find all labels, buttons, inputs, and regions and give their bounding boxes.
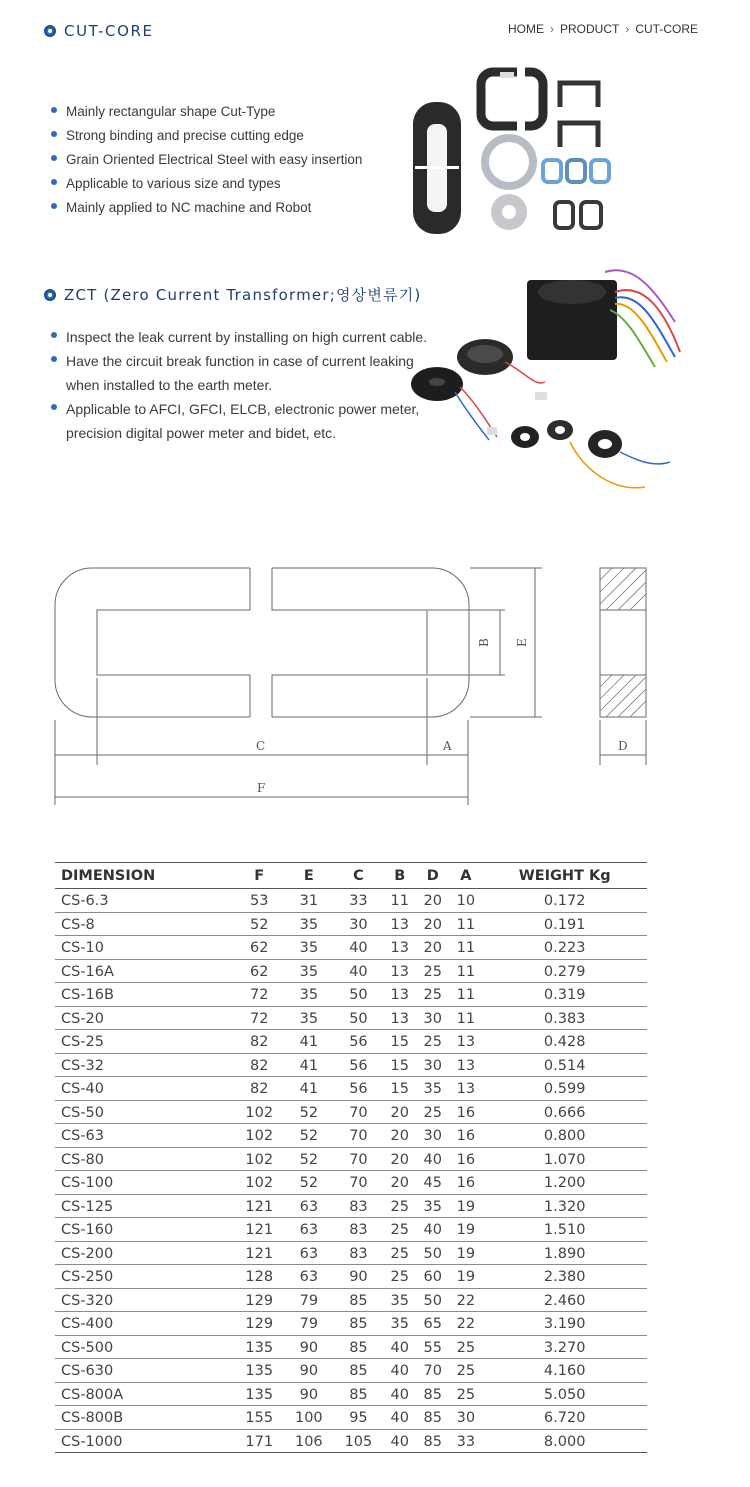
table-cell: 30 <box>416 1006 449 1030</box>
column-header: C <box>334 863 384 889</box>
table-cell: 63 <box>284 1265 334 1289</box>
table-cell: CS-8 <box>55 912 234 936</box>
table-cell: CS-80 <box>55 1147 234 1171</box>
table-cell: 102 <box>234 1171 284 1195</box>
table-cell: CS-400 <box>55 1312 234 1336</box>
table-cell: 4.160 <box>482 1359 647 1383</box>
cut-core-dimension-table <box>55 862 647 1453</box>
table-cell: 0.383 <box>482 1006 647 1030</box>
table-row <box>55 1288 647 1312</box>
table-cell: 20 <box>383 1147 416 1171</box>
table-cell: 82 <box>234 1077 284 1101</box>
table-cell: 72 <box>234 983 284 1007</box>
table-cell: 82 <box>234 1053 284 1077</box>
table-cell: 72 <box>234 1006 284 1030</box>
table-cell: 15 <box>383 1030 416 1054</box>
breadcrumb-product[interactable]: PRODUCT <box>559 22 620 36</box>
table-cell: 35 <box>383 1288 416 1312</box>
table-cell: 62 <box>234 936 284 960</box>
table-cell: 13 <box>449 1030 482 1054</box>
table-cell: 35 <box>284 912 334 936</box>
table-cell: 62 <box>234 959 284 983</box>
table-cell: CS-63 <box>55 1124 234 1148</box>
table-cell: 128 <box>234 1265 284 1289</box>
column-header: WEIGHT Kg <box>482 863 647 889</box>
table-cell: CS-16B <box>55 983 234 1007</box>
table-cell: 129 <box>234 1288 284 1312</box>
dimension-label-a: A <box>443 739 452 753</box>
table-cell: 63 <box>284 1218 334 1242</box>
table-cell: 40 <box>383 1359 416 1383</box>
table-cell: 30 <box>334 912 384 936</box>
table-cell: 1.890 <box>482 1241 647 1265</box>
table-cell: 83 <box>334 1194 384 1218</box>
table-cell: 121 <box>234 1241 284 1265</box>
table-cell: 70 <box>334 1171 384 1195</box>
table-cell: 90 <box>284 1359 334 1383</box>
table-cell: 155 <box>234 1406 284 1430</box>
table-cell: 0.172 <box>482 889 647 913</box>
table-cell: 15 <box>383 1053 416 1077</box>
table-cell: CS-10 <box>55 936 234 960</box>
table-row <box>55 1077 647 1101</box>
column-header: E <box>284 863 334 889</box>
table-cell: CS-6.3 <box>55 889 234 913</box>
table-cell: CS-630 <box>55 1359 234 1383</box>
dimension-label-b: B <box>477 638 491 647</box>
list-item: Grain Oriented Electrical Steel with easy insertion <box>48 148 362 172</box>
table-cell: CS-125 <box>55 1194 234 1218</box>
table-cell: 50 <box>416 1288 449 1312</box>
table-cell: 25 <box>416 959 449 983</box>
table-cell: 1.510 <box>482 1218 647 1242</box>
table-row <box>55 936 647 960</box>
table-cell: 0.599 <box>482 1077 647 1101</box>
table-row <box>55 983 647 1007</box>
table-cell: 11 <box>383 889 416 913</box>
table-cell: 20 <box>416 889 449 913</box>
table-cell: 100 <box>284 1406 334 1430</box>
table-cell: CS-1000 <box>55 1429 234 1453</box>
table-cell: 16 <box>449 1100 482 1124</box>
table-row <box>55 1312 647 1336</box>
table-cell: 2.380 <box>482 1265 647 1289</box>
table-cell: 52 <box>284 1100 334 1124</box>
list-item: Have the circuit break function in case of current leaking when installed to the earth meter. <box>48 349 438 397</box>
section-title: CUT-CORE <box>64 22 154 40</box>
table-row <box>55 1382 647 1406</box>
table-cell: 121 <box>234 1194 284 1218</box>
table-cell: 85 <box>334 1312 384 1336</box>
table-cell: 5.050 <box>482 1382 647 1406</box>
table-cell: 33 <box>449 1429 482 1453</box>
table-row <box>55 1100 647 1124</box>
dimension-label-c: C <box>256 739 266 753</box>
table-cell: 35 <box>416 1194 449 1218</box>
table-cell: 56 <box>334 1030 384 1054</box>
table-cell: 135 <box>234 1359 284 1383</box>
table-cell: 90 <box>284 1382 334 1406</box>
dimension-label-f: F <box>257 781 266 795</box>
column-header: F <box>234 863 284 889</box>
table-cell: 52 <box>284 1171 334 1195</box>
table-cell: 31 <box>284 889 334 913</box>
table-cell: 52 <box>234 912 284 936</box>
table-cell: 13 <box>449 1053 482 1077</box>
table-row <box>55 889 647 913</box>
table-cell: 0.223 <box>482 936 647 960</box>
table-cell: 40 <box>416 1147 449 1171</box>
table-cell: CS-320 <box>55 1288 234 1312</box>
table-cell: 3.270 <box>482 1335 647 1359</box>
table-cell: 25 <box>416 1030 449 1054</box>
breadcrumb <box>508 22 698 36</box>
table-cell: 11 <box>449 912 482 936</box>
table-cell: 121 <box>234 1218 284 1242</box>
table-cell: 30 <box>416 1124 449 1148</box>
table-row <box>55 1406 647 1430</box>
cut-core-feature-list <box>48 100 362 220</box>
table-cell: 35 <box>284 959 334 983</box>
table-cell: 25 <box>383 1241 416 1265</box>
table-cell: 15 <box>383 1077 416 1101</box>
table-cell: 135 <box>234 1335 284 1359</box>
table-cell: 35 <box>383 1312 416 1336</box>
table-cell: 22 <box>449 1288 482 1312</box>
table-cell: 19 <box>449 1194 482 1218</box>
table-cell: 52 <box>284 1124 334 1148</box>
table-cell: 106 <box>284 1429 334 1453</box>
table-cell: 41 <box>284 1077 334 1101</box>
table-cell: 25 <box>416 1100 449 1124</box>
table-cell: 105 <box>334 1429 384 1453</box>
table-cell: 40 <box>383 1406 416 1430</box>
breadcrumb-separator-icon: › <box>549 22 554 36</box>
table-cell: CS-20 <box>55 1006 234 1030</box>
table-cell: 0.800 <box>482 1124 647 1148</box>
table-row <box>55 1053 647 1077</box>
table-cell: 13 <box>383 959 416 983</box>
table-row <box>55 1335 647 1359</box>
table-cell: 83 <box>334 1218 384 1242</box>
table-cell: 53 <box>234 889 284 913</box>
table-cell: 40 <box>334 959 384 983</box>
table-body <box>55 889 647 1453</box>
table-cell: 102 <box>234 1124 284 1148</box>
table-cell: 11 <box>449 936 482 960</box>
table-cell: 85 <box>416 1406 449 1430</box>
table-cell: 0.191 <box>482 912 647 936</box>
table-cell: 79 <box>284 1288 334 1312</box>
table-cell: 40 <box>383 1429 416 1453</box>
table-cell: 0.428 <box>482 1030 647 1054</box>
table-cell: 13 <box>383 983 416 1007</box>
table-cell: 82 <box>234 1030 284 1054</box>
list-item: Applicable to AFCI, GFCI, ELCB, electronic power meter, precision digital power meter and bidet, etc. <box>48 397 438 445</box>
column-header: D <box>416 863 449 889</box>
table-cell: 63 <box>284 1194 334 1218</box>
zct-product-image <box>405 262 695 507</box>
table-cell: 19 <box>449 1241 482 1265</box>
table-cell: 10 <box>449 889 482 913</box>
table-cell: 0.514 <box>482 1053 647 1077</box>
zct-heading <box>44 284 422 305</box>
table-cell: 11 <box>449 983 482 1007</box>
table-cell: 11 <box>449 959 482 983</box>
table-cell: 85 <box>334 1359 384 1383</box>
table-cell: 13 <box>383 936 416 960</box>
table-cell: 50 <box>416 1241 449 1265</box>
table-cell: 171 <box>234 1429 284 1453</box>
table-cell: 20 <box>416 912 449 936</box>
table-cell: 6.720 <box>482 1406 647 1430</box>
table-cell: CS-32 <box>55 1053 234 1077</box>
table-row <box>55 1241 647 1265</box>
table-cell: 41 <box>284 1053 334 1077</box>
table-cell: 20 <box>383 1100 416 1124</box>
breadcrumb-separator-icon: › <box>625 22 630 36</box>
table-cell: 79 <box>284 1312 334 1336</box>
table-cell: 30 <box>449 1406 482 1430</box>
table-row <box>55 1030 647 1054</box>
list-item: Applicable to various size and types <box>48 172 362 196</box>
table-cell: 129 <box>234 1312 284 1336</box>
table-cell: 85 <box>334 1288 384 1312</box>
table-cell: 50 <box>334 1006 384 1030</box>
table-cell: 19 <box>449 1265 482 1289</box>
table-cell: 25 <box>449 1382 482 1406</box>
table-cell: 85 <box>416 1429 449 1453</box>
table-cell: 56 <box>334 1053 384 1077</box>
table-cell: 11 <box>449 1006 482 1030</box>
table-cell: CS-800B <box>55 1406 234 1430</box>
table-cell: 85 <box>334 1335 384 1359</box>
table-cell: 70 <box>416 1359 449 1383</box>
table-cell: 63 <box>284 1241 334 1265</box>
table-cell: 35 <box>284 1006 334 1030</box>
table-cell: 13 <box>383 912 416 936</box>
table-cell: 1.070 <box>482 1147 647 1171</box>
table-cell: 90 <box>284 1335 334 1359</box>
list-item: Mainly applied to NC machine and Robot <box>48 196 362 220</box>
table-cell: 8.000 <box>482 1429 647 1453</box>
table-cell: 70 <box>334 1124 384 1148</box>
table-cell: 35 <box>416 1077 449 1101</box>
table-header-row <box>55 863 647 889</box>
table-row <box>55 1006 647 1030</box>
table-cell: 20 <box>383 1124 416 1148</box>
table-cell: 50 <box>334 983 384 1007</box>
table-cell: 3.190 <box>482 1312 647 1336</box>
table-row <box>55 1429 647 1453</box>
table-cell: 25 <box>383 1265 416 1289</box>
table-cell: 1.320 <box>482 1194 647 1218</box>
table-cell: 83 <box>334 1241 384 1265</box>
table-cell: CS-50 <box>55 1100 234 1124</box>
table-cell: CS-40 <box>55 1077 234 1101</box>
table-cell: 0.279 <box>482 959 647 983</box>
table-cell: 13 <box>383 1006 416 1030</box>
table-cell: 55 <box>416 1335 449 1359</box>
cut-core-dimension-drawing <box>50 560 660 810</box>
table-cell: 35 <box>284 936 334 960</box>
table-cell: CS-800A <box>55 1382 234 1406</box>
table-cell: 25 <box>449 1359 482 1383</box>
table-cell: 95 <box>334 1406 384 1430</box>
table-row <box>55 1147 647 1171</box>
table-cell: 30 <box>416 1053 449 1077</box>
cut-core-product-image <box>405 62 625 242</box>
table-cell: CS-200 <box>55 1241 234 1265</box>
table-cell: CS-500 <box>55 1335 234 1359</box>
table-row <box>55 959 647 983</box>
table-row <box>55 1265 647 1289</box>
table-cell: 70 <box>334 1100 384 1124</box>
table-cell: 0.319 <box>482 983 647 1007</box>
list-item: Mainly rectangular shape Cut-Type <box>48 100 362 124</box>
table-cell: 56 <box>334 1077 384 1101</box>
table-row <box>55 912 647 936</box>
table-cell: CS-160 <box>55 1218 234 1242</box>
table-cell: 40 <box>383 1335 416 1359</box>
section-bullet-icon <box>44 289 56 301</box>
table-cell: CS-250 <box>55 1265 234 1289</box>
table-cell: 20 <box>383 1171 416 1195</box>
table-cell: CS-16A <box>55 959 234 983</box>
table-cell: 13 <box>449 1077 482 1101</box>
table-cell: CS-100 <box>55 1171 234 1195</box>
table-cell: 20 <box>416 936 449 960</box>
table-cell: 1.200 <box>482 1171 647 1195</box>
dimension-label-d: D <box>618 739 628 753</box>
table-cell: 22 <box>449 1312 482 1336</box>
table-row <box>55 1124 647 1148</box>
breadcrumb-current: CUT-CORE <box>635 22 698 36</box>
list-item: Strong binding and precise cutting edge <box>48 124 362 148</box>
table-cell: 41 <box>284 1030 334 1054</box>
section-bullet-icon <box>44 25 56 37</box>
table-cell: 19 <box>449 1218 482 1242</box>
table-cell: 25 <box>383 1218 416 1242</box>
table-cell: 85 <box>334 1382 384 1406</box>
column-header: DIMENSION <box>55 863 234 889</box>
table-cell: 16 <box>449 1147 482 1171</box>
table-cell: 40 <box>334 936 384 960</box>
table-row <box>55 1194 647 1218</box>
column-header: B <box>383 863 416 889</box>
table-cell: 33 <box>334 889 384 913</box>
table-cell: 135 <box>234 1382 284 1406</box>
section-title: ZCT (Zero Current Transformer;영상변류기) <box>64 286 422 304</box>
table-cell: 85 <box>416 1382 449 1406</box>
table-row <box>55 1171 647 1195</box>
dimension-label-e: E <box>515 638 529 647</box>
list-item: Inspect the leak current by installing on high current cable. <box>48 325 438 349</box>
table-cell: 102 <box>234 1147 284 1171</box>
table-cell: 65 <box>416 1312 449 1336</box>
table-cell: 45 <box>416 1171 449 1195</box>
table-cell: 40 <box>383 1382 416 1406</box>
table-cell: 16 <box>449 1124 482 1148</box>
table-cell: 35 <box>284 983 334 1007</box>
table-cell: 2.460 <box>482 1288 647 1312</box>
table-row <box>55 1218 647 1242</box>
table-cell: 60 <box>416 1265 449 1289</box>
table-cell: 25 <box>416 983 449 1007</box>
table-cell: 0.666 <box>482 1100 647 1124</box>
table-cell: 16 <box>449 1171 482 1195</box>
table-cell: 25 <box>449 1335 482 1359</box>
column-header: A <box>449 863 482 889</box>
table-row <box>55 1359 647 1383</box>
zct-feature-list <box>48 325 438 445</box>
table-cell: 25 <box>383 1194 416 1218</box>
table-cell: 52 <box>284 1147 334 1171</box>
cut-core-heading <box>44 22 154 40</box>
breadcrumb-home[interactable]: HOME <box>507 22 544 36</box>
table-cell: CS-25 <box>55 1030 234 1054</box>
table-cell: 90 <box>334 1265 384 1289</box>
table-cell: 40 <box>416 1218 449 1242</box>
table-cell: 70 <box>334 1147 384 1171</box>
table-cell: 102 <box>234 1100 284 1124</box>
